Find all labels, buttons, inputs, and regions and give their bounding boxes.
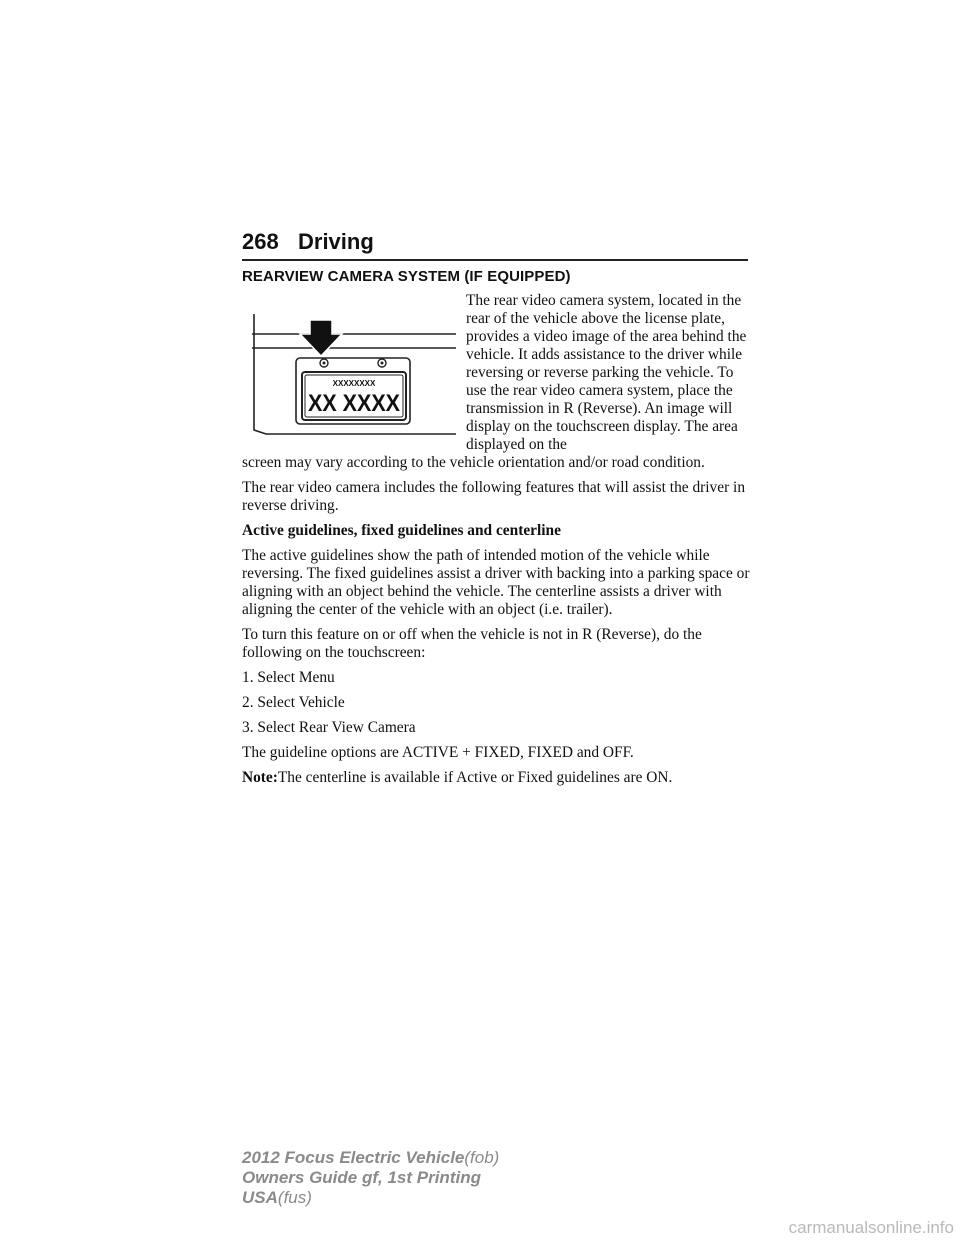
section-title: REARVIEW CAMERA SYSTEM (IF EQUIPPED) <box>242 268 571 285</box>
footer-vehicle: 2012 Focus Electric Vehicle <box>242 1148 465 1167</box>
footer-publication-info <box>242 1148 499 1208</box>
footer-vehicle-code: (fob) <box>464 1148 500 1167</box>
section-name: Driving <box>298 229 374 254</box>
watermark: carmanualsonline.info <box>788 1218 954 1237</box>
body-content <box>242 454 750 794</box>
footer-market-code: (fus) <box>277 1188 312 1207</box>
note-text: The centerline is available if Active or Fixed guidelines are ON. <box>277 769 673 786</box>
guidelines-heading: Active guidelines, fixed guidelines and centerline <box>242 522 561 539</box>
step-item: 3. Select Rear View Camera <box>242 719 416 736</box>
features-paragraph: The rear video camera includes the following features that will assist the driver in reverse driving. <box>242 479 746 514</box>
plate-small-text: XXXXXXXX <box>332 379 376 388</box>
license-plate-camera-figure <box>252 312 456 436</box>
step-item: 1. Select Menu <box>242 669 335 686</box>
footer-guide: Owners Guide gf, 1st Printing <box>242 1168 481 1187</box>
note-paragraph <box>242 769 750 787</box>
intro-paragraph-end: screen may vary according to the vehicle orientation and/or road condition. <box>242 454 705 471</box>
intro-paragraph-start: The rear video camera system, located in the rear of the vehicle above the license plate, provides a video image of the area behind the vehicle. It adds assistance to the driver while reversing or reverse parking the vehicle. To use the rear video camera system, place the transmission in R (Reverse). An image will display on the touchscreen display. The area displayed on the <box>466 292 747 453</box>
down-arrow-icon <box>300 320 342 356</box>
step-item: 2. Select Vehicle <box>242 694 345 711</box>
page-number: 268 <box>242 229 279 254</box>
footer-market: USA <box>242 1188 278 1207</box>
note-label: Note: <box>242 769 278 786</box>
plate-text: XX XXXX <box>308 390 400 417</box>
guidelines-paragraph: The active guidelines show the path of intended motion of the vehicle while reversing. The fixed guidelines assist a driver with backing into a parking space or aligning with an object behind the vehicle. The centerline assists a driver with aligning the center of the vehicle with an object (i.e. trailer). <box>242 547 750 618</box>
toggle-paragraph: To turn this feature on or off when the vehicle is not in R (Reverse), do the following on the touchscreen: <box>242 626 702 661</box>
options-paragraph: The guideline options are ACTIVE + FIXED, FIXED and OFF. <box>242 744 634 761</box>
header-rule <box>242 259 748 261</box>
